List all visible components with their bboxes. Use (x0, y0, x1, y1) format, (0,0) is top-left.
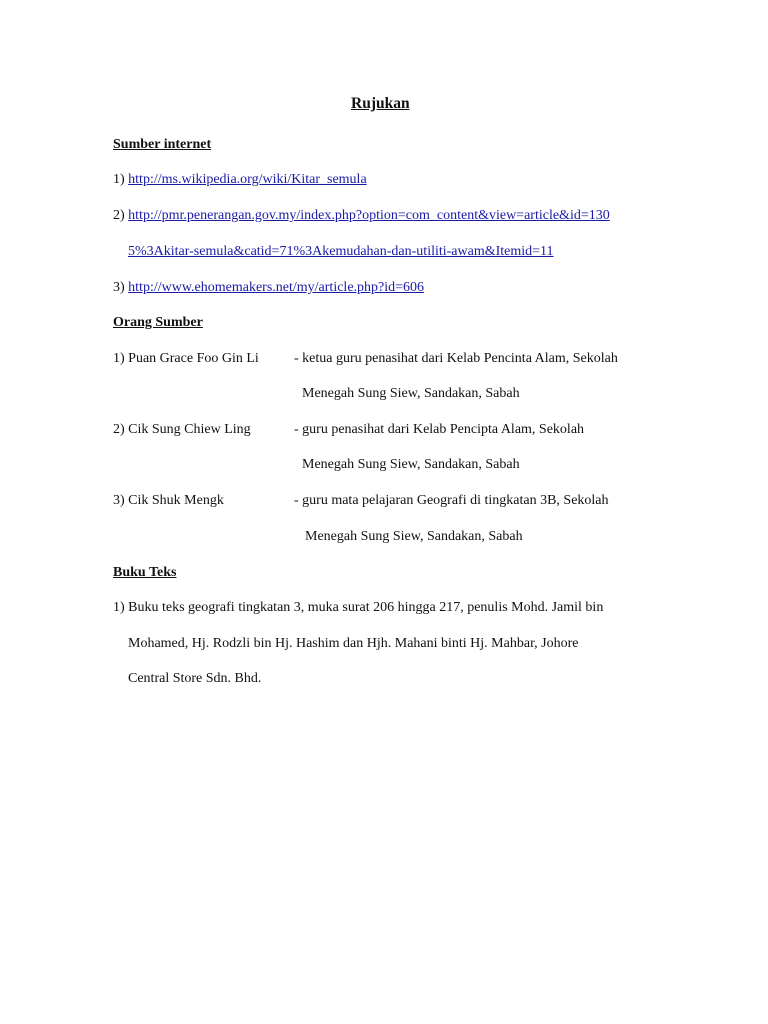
internet-source-2-cont (128, 243, 554, 261)
internet-source-2 (113, 207, 610, 225)
penerangan-link-continued[interactable]: 5%3Akitar-semula&catid=71%3Akemudahan-dan-utiliti-awam&Itemid=11 (128, 244, 554, 259)
book-1-line-2: Mohamed, Hj. Rodzli bin Hj. Hashim dan Hjh. Mahani binti Hj. Mahbar, Johore (128, 636, 579, 651)
wikipedia-link[interactable]: http://ms.wikipedia.org/wiki/Kitar_semula (128, 172, 367, 187)
section-heading-books: Buku Teks (113, 565, 177, 580)
ehomemakers-link[interactable]: http://www.ehomemakers.net/my/article.php?id=606 (128, 280, 425, 295)
internet-source-1 (113, 171, 367, 189)
list-number: 1) (113, 172, 125, 187)
person-2-desc-cont: Menegah Sung Siew, Sandakan, Sabah (302, 457, 520, 472)
person-3-name: 3) Cik Shuk Mengk (113, 493, 224, 508)
section-heading-people: Orang Sumber (113, 315, 203, 330)
person-3-desc-cont: Menegah Sung Siew, Sandakan, Sabah (305, 529, 523, 544)
person-2-name: 2) Cik Sung Chiew Ling (113, 422, 251, 437)
page-title: Rujukan (351, 95, 410, 112)
list-number: 3) (113, 280, 125, 295)
list-number: 2) (113, 208, 125, 223)
internet-source-3 (113, 279, 424, 297)
section-heading-internet: Sumber internet (113, 137, 212, 152)
person-1-name: 1) Puan Grace Foo Gin Li (113, 351, 259, 366)
person-2-desc: - guru penasihat dari Kelab Pencipta Alam, Sekolah (294, 422, 585, 437)
person-1-desc-cont: Menegah Sung Siew, Sandakan, Sabah (302, 386, 520, 401)
person-3-desc: - guru mata pelajaran Geografi di tingkatan 3B, Sekolah (294, 493, 609, 508)
book-1-line-3: Central Store Sdn. Bhd. (128, 671, 262, 686)
penerangan-link[interactable]: http://pmr.penerangan.gov.my/index.php?option=com_content&view=article&id=130 (128, 208, 610, 223)
book-1-line-1: 1) Buku teks geografi tingkatan 3, muka surat 206 hingga 217, penulis Mohd. Jamil bin (113, 600, 604, 615)
person-1-desc: - ketua guru penasihat dari Kelab Pencinta Alam, Sekolah (294, 351, 618, 366)
